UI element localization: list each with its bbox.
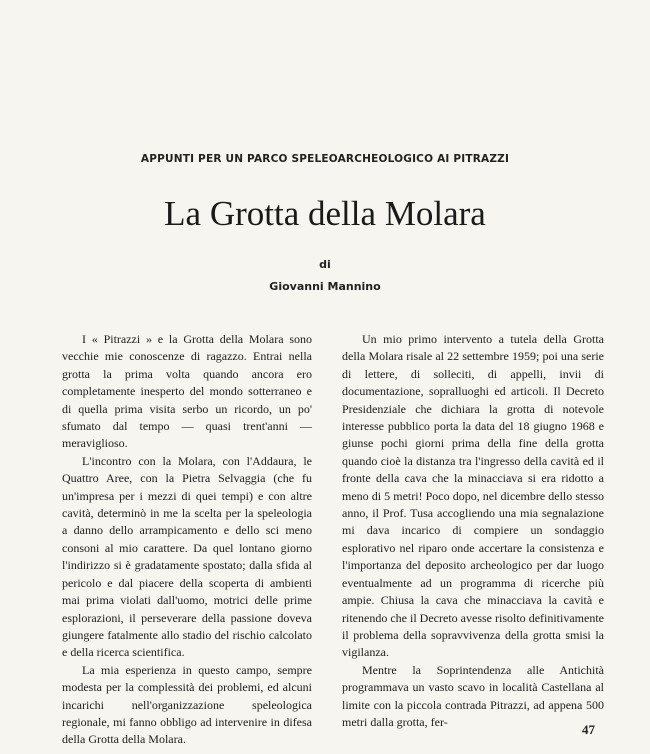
article-kicker: APPUNTI PER UN PARCO SPELEOARCHEOLOGICO AI PITRAZZI <box>140 153 510 165</box>
author-name: Giovanni Mannino <box>269 280 381 293</box>
left-column <box>62 331 312 749</box>
paragraph: Un mio primo intervento a tutela della Grotta della Molara risale al 22 settembre 1959; poi una serie di lettere, di solleciti, di appelli, invii di documentazione, sopralluoghi ed articoli. Il Decreto Presidenziale che dichiara la grotta di notevole interesse pubblico porta la data del 18 giugno 1968 e giunse pochi giorni prima della fine della grotta quando cioè la distanza tra l'ingresso della cavità ed il fronte della cava che la minacciava si era ridotto a meno di 5 metri! Poco dopo, nel dicembre dello stesso anno, il Prof. Tusa accogliendo una mia segnalazione mi dava incarico di compiere un sondaggio esplorativo nel riparo onde accertare la consistenza e l'importanza del deposito archeologico per dar luogo eventualmente ad un programma di ricerche più ampie. Chiusa la cava che minacciava la cavità e ritenendo che il Decreto avesse risolto definitivamente il problema della sopravvivenza della grotta smisi la vigilanza. <box>342 332 604 660</box>
article-title: La Grotta della Molara <box>164 194 486 233</box>
paragraph: L'incontro con la Molara, con l'Addaura, le Quattro Aree, con la Pietra Selvaggia (che fu un'impresa per i mezzi di quei tempi) e con altre cavità, determinò in me la scelta per la speleologia a danno dello arrampicamento e dello sci meno consoni al mio carattere. Da quel lontano giorno l'indirizzo si è gradatamente spostato; dalla sfida al pericolo e dal piacere della scoperta di ambienti mai prima violati dall'uomo, motrici delle prime esplorazioni, il perseverare della passione doveva giungere fatalmente allo stadio del rischio calcolato e della ricerca scientifica. <box>62 453 312 660</box>
paragraph: Mentre la Soprintendenza alle Antichità programmava un vasto scavo in località Castellana al limite con la piccola contrada Pitrazzi, ad appena 500 metri dalla grotta, fer- <box>342 662 604 729</box>
paragraph: La mia esperienza in questo campo, sempre modesta per la complessità dei problemi, ed alcuni incarichi nell'organizzazione speleologica regionale, mi fanno obbligo ad intervenire in difesa della Grotta della Molara. <box>62 662 312 747</box>
byline-di: di <box>319 258 331 271</box>
right-column <box>342 331 604 731</box>
paragraph: I « Pitrazzi » e la Grotta della Molara sono vecchie mie conoscenze di ragazzo. Entrai nella grotta la prima volta quando ancora ero completamente inesperto del mondo sotterraneo e di quella prima visita serbo un ricordo, un po' sfumato dal tempo — quasi trent'anni — meraviglioso. <box>62 332 312 451</box>
page-number: 47 <box>582 722 595 737</box>
